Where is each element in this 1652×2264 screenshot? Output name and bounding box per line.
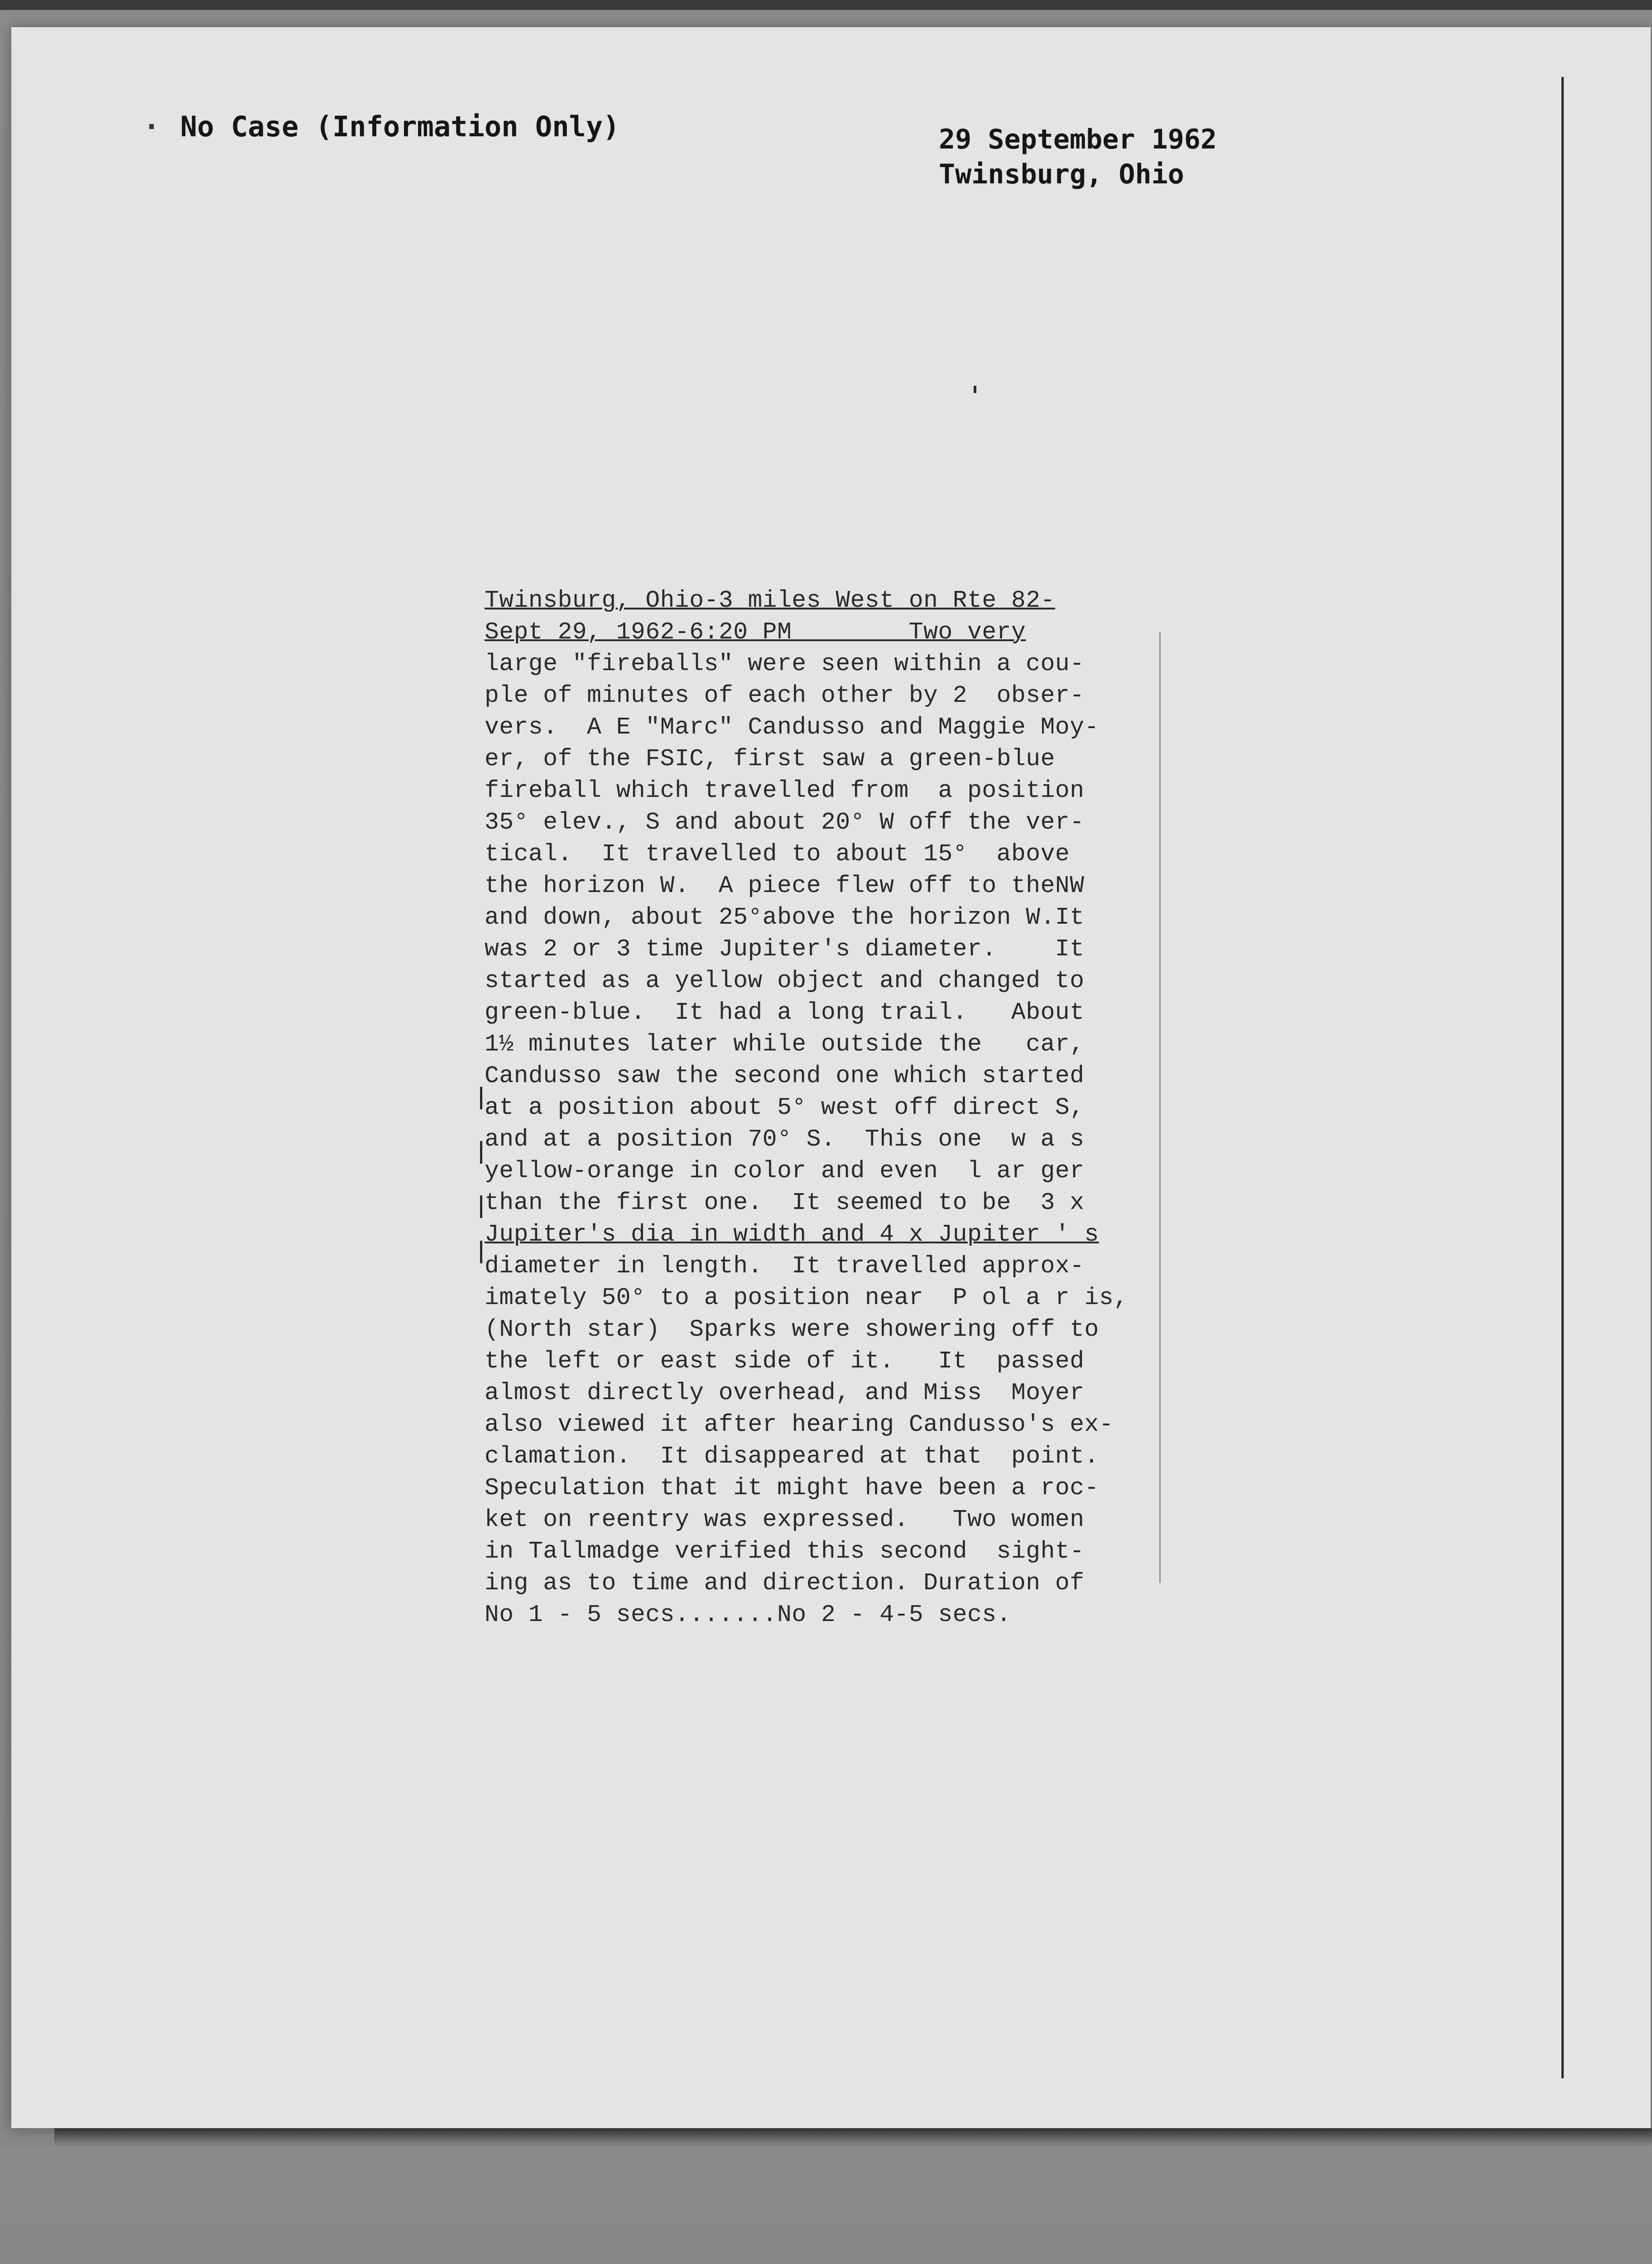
- scan-top-edge: [0, 0, 1652, 10]
- clipping-line: (North star) Sparks were showering off to: [485, 1316, 1099, 1343]
- clipping-line: Jupiter's dia in width and 4 x Jupiter ' s: [485, 1221, 1099, 1248]
- clipping-line: er, of the FSIC, first saw a green-blue: [485, 745, 1055, 772]
- clipping-line: vers. A E "Marc" Candusso and Maggie Moy-: [485, 714, 1099, 741]
- sheet-shadow: [54, 2128, 1652, 2146]
- clipping-line: and down, about 25°above the horizon W.It: [485, 904, 1085, 931]
- clipping-line: the horizon W. A piece flew off to theNW: [485, 872, 1085, 899]
- clipping-line: Speculation that it might have been a roc-: [485, 1474, 1099, 1501]
- clipping-line: was 2 or 3 time Jupiter's diameter. It: [485, 935, 1085, 963]
- clipping-line: large "fireballs" were seen within a cou-: [485, 650, 1085, 677]
- clipping-line: than the first one. It seemed to be 3 x: [485, 1189, 1085, 1216]
- clipping-line: Sept 29, 1962-6:20 PM Two very: [485, 619, 1026, 646]
- right-margin-rule: [1561, 77, 1564, 2078]
- clipping-line: ple of minutes of each other by 2 obser-: [485, 682, 1085, 709]
- clipping-left-edge-mark: [480, 1195, 482, 1218]
- clipping-line: ket on reentry was expressed. Two women: [485, 1506, 1085, 1533]
- clipping-line: tical. It travelled to about 15° above: [485, 840, 1070, 868]
- clipping-left-edge-mark: [480, 1087, 482, 1109]
- clipping-line: 1½ minutes later while outside the car,: [485, 1031, 1085, 1058]
- clipping-line: yellow-orange in color and even l ar ger: [485, 1157, 1085, 1185]
- clipping-line: diameter in length. It travelled approx-: [485, 1252, 1085, 1280]
- report-date: 29 September 1962: [939, 124, 1217, 155]
- clipping-line: green-blue. It had a long trail. About: [485, 999, 1085, 1026]
- clipping-left-edge-mark: [480, 1241, 482, 1263]
- clipping-line: started as a yellow object and changed to: [485, 967, 1085, 994]
- newspaper-clipping: [485, 587, 1169, 1660]
- clipping-line: at a position about 5° west off direct S,: [485, 1094, 1085, 1121]
- clipping-line: 35° elev., S and about 20° W off the ver-: [485, 809, 1085, 836]
- clipping-line: clamation. It disappeared at that point.: [485, 1443, 1099, 1470]
- clipping-line: also viewed it after hearing Candusso's ex-: [485, 1411, 1114, 1438]
- clipping-line: imately 50° to a position near P ol a r is,: [485, 1284, 1129, 1311]
- clipping-line: almost directly overhead, and Miss Moyer: [485, 1379, 1085, 1406]
- clipping-line: the left or east side of it. It passed: [485, 1348, 1085, 1375]
- clipping-line: fireball which travelled from a position: [485, 777, 1085, 804]
- clipping-line: No 1 - 5 secs.......No 2 - 4-5 secs.: [485, 1601, 1011, 1628]
- clipping-line: in Tallmadge verified this second sight-: [485, 1538, 1085, 1565]
- clipping-line: Candusso saw the second one which started: [485, 1062, 1085, 1089]
- clipping-line: ing as to time and direction. Duration of: [485, 1569, 1085, 1597]
- scan-lower-background: [0, 2146, 1652, 2264]
- report-location: Twinsburg, Ohio: [939, 158, 1184, 190]
- stray-mark: [974, 386, 976, 393]
- clipping-right-edge: [1159, 632, 1161, 1583]
- header-bullet-mark: ·: [143, 110, 160, 143]
- clipping-left-edge-mark: [480, 1141, 482, 1164]
- report-header: [939, 122, 1217, 192]
- case-label: No Case (Information Only): [180, 110, 620, 143]
- clipping-line: and at a position 70° S. This one w a s: [485, 1126, 1085, 1153]
- clipping-line: Twinsburg, Ohio-3 miles West on Rte 82-: [485, 587, 1055, 614]
